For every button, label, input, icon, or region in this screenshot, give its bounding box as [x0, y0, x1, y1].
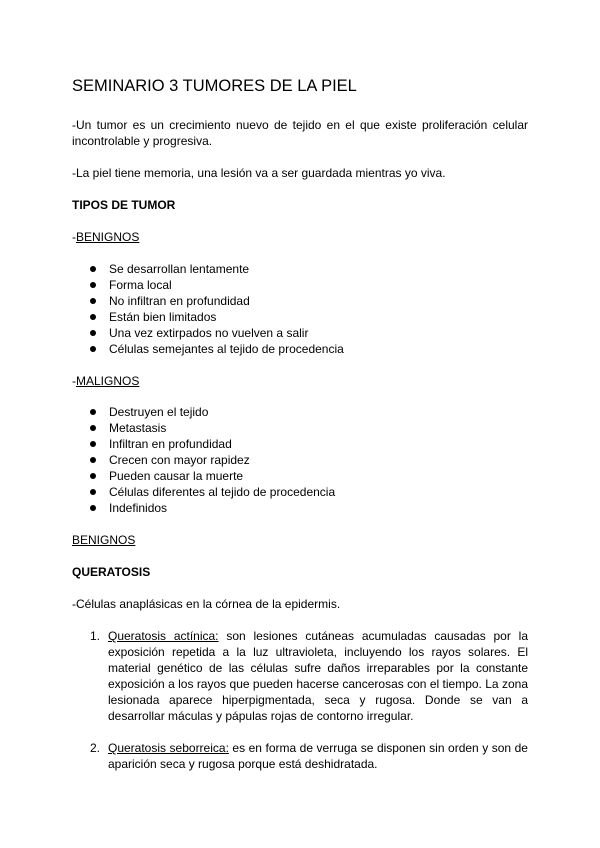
bullet-icon: [90, 314, 96, 320]
intro-paragraph-memoria: -La piel tiene memoria, una lesión va a ser guardada mientras yo viva.: [72, 166, 446, 180]
bullet-icon: [90, 330, 96, 336]
list-item: Pueden causar la muerte: [72, 468, 528, 484]
malignos-subheading: [72, 373, 528, 389]
term-queratosis-actinica: Queratosis actínica:: [108, 629, 219, 643]
list-item: Crecen con mayor rapidez: [72, 452, 528, 468]
queratosis-heading: QUERATOSIS: [72, 565, 151, 579]
benignos-prefix: -: [72, 230, 76, 244]
intro-paragraph-tumor: -Un tumor es un crecimiento nuevo de tejido en el que existe proliferación celular incontrolable y progresiva.: [72, 118, 528, 148]
list-item: Forma local: [72, 277, 528, 293]
list-item: Destruyen el tejido: [72, 404, 528, 420]
list-item: [72, 740, 528, 772]
queratosis-intro: -Células anaplásicas en la córnea de la epidermis.: [72, 597, 341, 611]
list-item: Una vez extirpados no vuelven a salir: [72, 325, 528, 341]
tipos-de-tumor-heading: TIPOS DE TUMOR: [72, 198, 176, 212]
bullet-icon: [90, 425, 96, 431]
document-title: SEMINARIO 3 TUMORES DE LA PIEL: [72, 77, 357, 95]
list-item: [72, 628, 528, 724]
benignos-subheading: [72, 229, 528, 245]
list-number: 2.: [90, 741, 101, 755]
malignos-list: [72, 404, 528, 516]
list-item: Infiltran en profundidad: [72, 436, 528, 452]
bullet-icon: [90, 298, 96, 304]
bullet-icon: [90, 282, 96, 288]
term-queratosis-seborreica: Queratosis seborreica:: [108, 741, 229, 755]
bullet-icon: [90, 441, 96, 447]
bullet-icon: [90, 489, 96, 495]
bullet-icon: [90, 266, 96, 272]
malignos-prefix: -: [72, 374, 76, 388]
list-item: Están bien limitados: [72, 309, 528, 325]
list-number: 1.: [90, 629, 101, 643]
benignos-section-heading: BENIGNOS: [72, 533, 136, 547]
list-item: Células diferentes al tejido de procedencia: [72, 484, 528, 500]
bullet-icon: [90, 457, 96, 463]
bullet-icon: [90, 505, 96, 511]
bullet-icon: [90, 409, 96, 415]
benignos-list: [72, 261, 528, 357]
list-item: Células semejantes al tejido de procedencia: [72, 341, 528, 357]
list-item: Se desarrollan lentamente: [72, 261, 528, 277]
benignos-label: BENIGNOS: [76, 230, 140, 244]
definition-text: es en forma de verruga se disponen sin orden y son de aparición seca y rugosa porque está deshidratada.: [108, 741, 528, 771]
definition-text: son lesiones cutáneas acumuladas causadas por la exposición repetida a la luz ultravioleta, incluyendo los rayos solares. El material genético de las células sufre daños irreparables por la constante exposición a los rayos que pueden hacerse cancerosas con el tiempo. La zona lesionada aparece hiperpigmentada, seca y rugosa. Donde se van a desarrollar máculas y pápulas rojas de contorno irregular.: [108, 629, 528, 723]
list-item: Indefinidos: [72, 500, 528, 516]
bullet-icon: [90, 473, 96, 479]
bullet-icon: [90, 346, 96, 352]
list-item: Metastasis: [72, 420, 528, 436]
queratosis-list: [72, 628, 528, 772]
malignos-label: MALIGNOS: [76, 374, 140, 388]
list-item: No infiltran en profundidad: [72, 293, 528, 309]
